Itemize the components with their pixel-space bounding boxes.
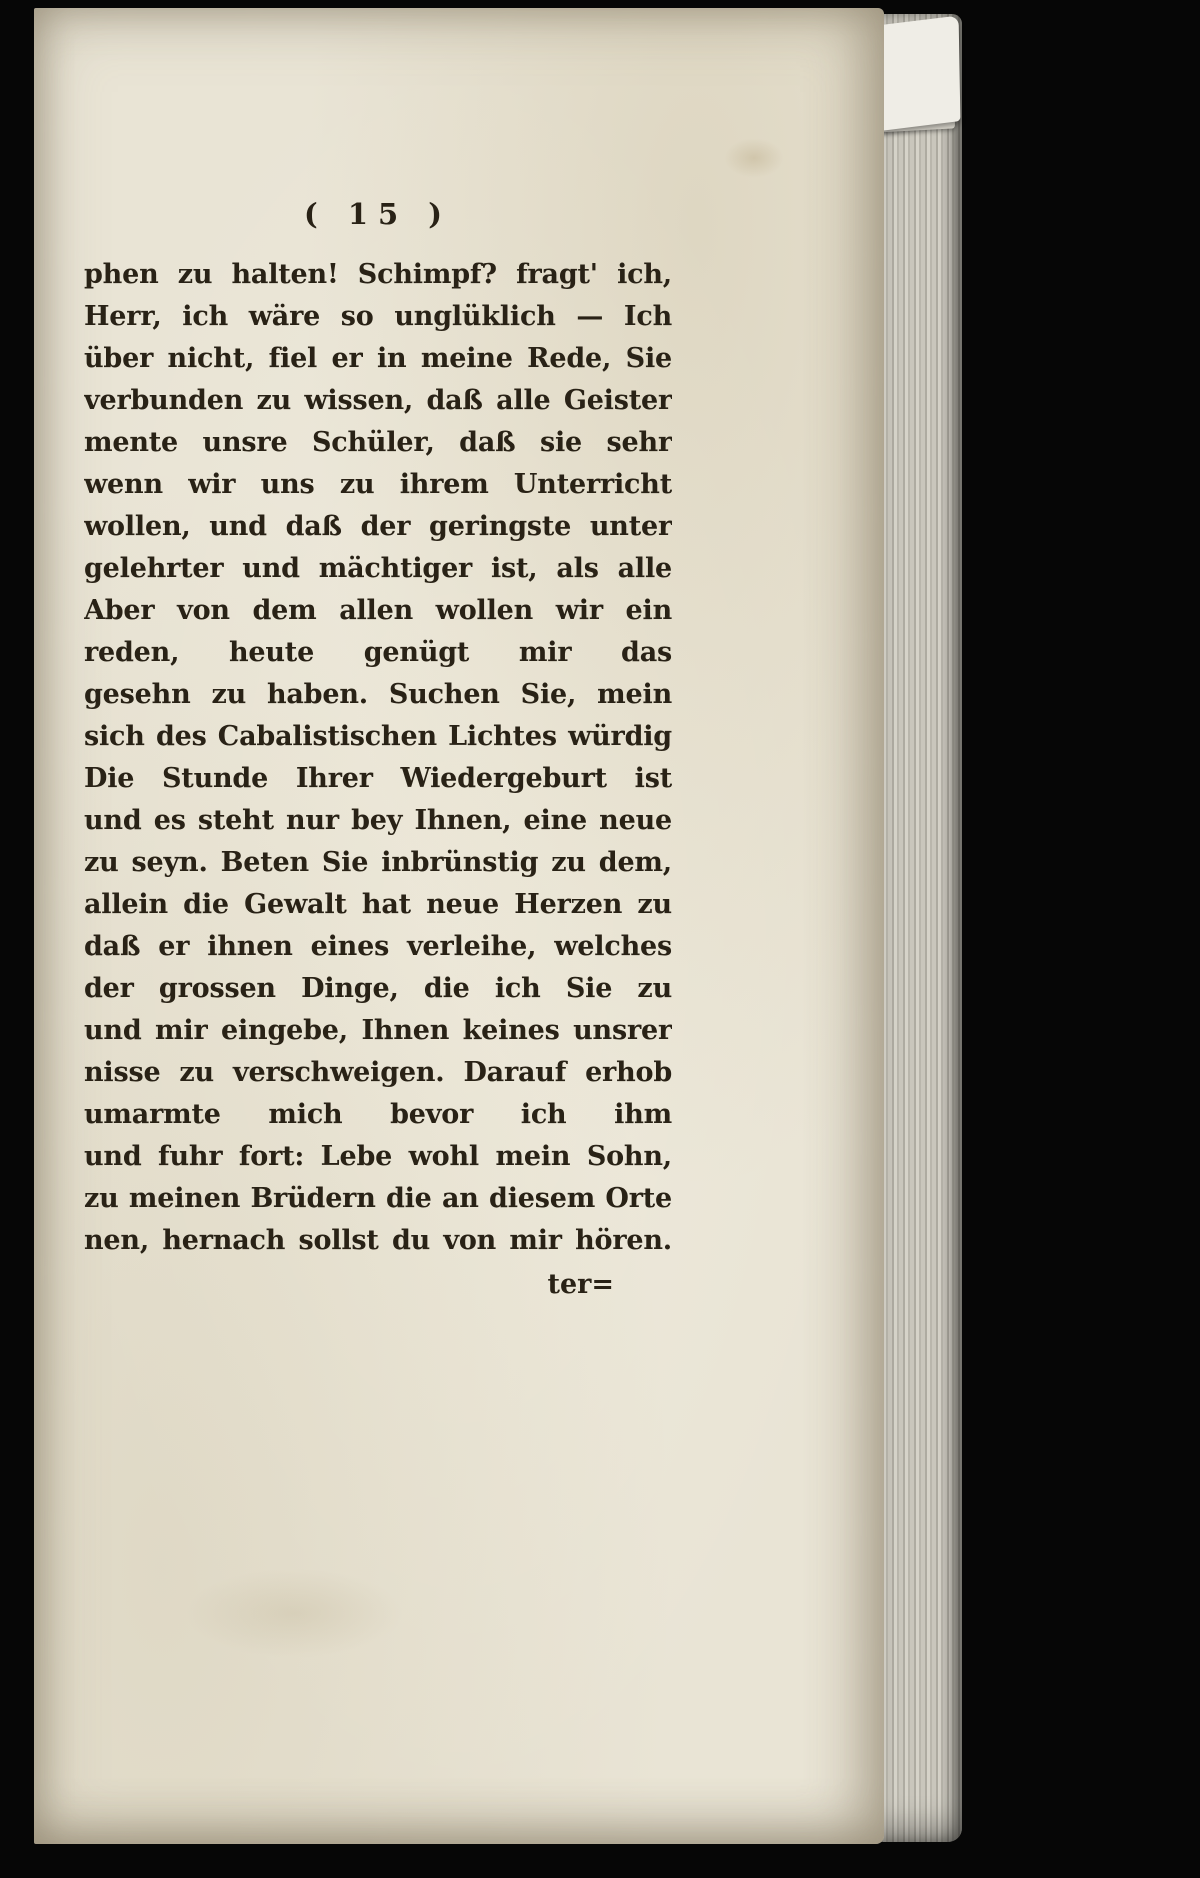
text-line: gesehn zu haben. Suchen Sie, mein	[84, 679, 672, 710]
text-line: nisse zu verschweigen. Darauf erhob	[84, 1057, 672, 1088]
paper-stain	[724, 138, 784, 178]
text-line: Aber von dem allen wollen wir ein	[84, 595, 672, 626]
text-line: und fuhr fort: Lebe wohl mein Sohn,	[84, 1141, 672, 1172]
page-stack-fore-edge	[872, 14, 962, 1842]
text-line: über nicht, fiel er in meine Rede, Sie	[84, 343, 672, 374]
text-line: wenn wir uns zu ihrem Unterricht	[84, 469, 672, 500]
text-line: Herr, ich wäre so unglüklich — Ich	[84, 301, 672, 332]
text-line: gelehrter und mächtiger ist, als alle	[84, 553, 672, 584]
text-line: nen, hernach sollst du von mir hören.	[84, 1225, 672, 1256]
text-line: zu seyn. Beten Sie inbrünstig zu dem,	[84, 847, 672, 878]
text-line: daß er ihnen eines verleihe, welches	[84, 931, 672, 962]
body-text	[84, 254, 672, 1262]
text-line: wollen, und daß der geringste unter	[84, 511, 672, 542]
text-line: reden, heute genügt mir das	[84, 637, 672, 668]
text-line: der grossen Dinge, die ich Sie zu	[84, 973, 672, 1004]
text-line: mente unsre Schüler, daß sie sehr	[84, 427, 672, 458]
text-line: allein die Gewalt hat neue Herzen zu	[84, 889, 672, 920]
text-line: zu meinen Brüdern die an diesem Orte	[84, 1183, 672, 1214]
text-line: phen zu halten! Schimpf? fragt' ich,	[84, 259, 672, 290]
catchword: ter=	[547, 1269, 614, 1300]
text-line: und mir eingebe, Ihnen keines unsrer	[84, 1015, 672, 1046]
text-line: verbunden zu wissen, daß alle Geister	[84, 385, 672, 416]
text-block	[84, 194, 672, 1306]
text-line: und es steht nur bey Ihnen, eine neue	[84, 805, 672, 836]
paper-stain	[184, 1568, 404, 1658]
text-line: sich des Cabalistischen Lichtes würdig	[84, 721, 672, 752]
text-line: Die Stunde Ihrer Wiedergeburt ist	[84, 763, 672, 794]
text-line: umarmte mich bevor ich ihm	[84, 1099, 672, 1130]
page-number-header: ( 15 )	[304, 197, 452, 231]
book-page	[34, 8, 884, 1844]
